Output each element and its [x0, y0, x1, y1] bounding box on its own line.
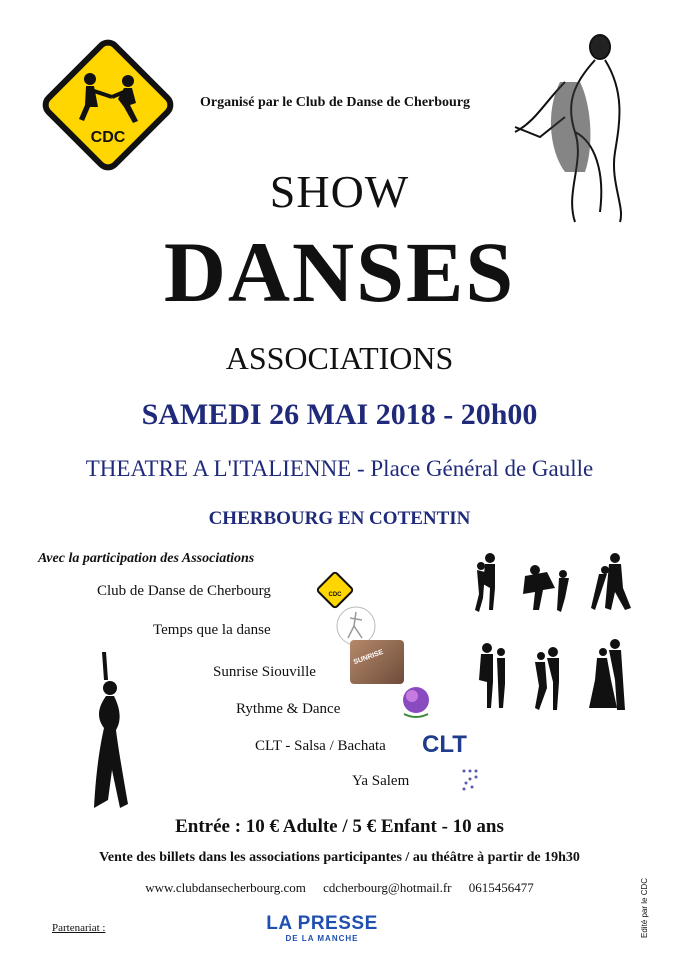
association-name: Ya Salem: [352, 773, 410, 789]
cdc-logo: [40, 37, 176, 173]
title-associations: ASSOCIATIONS: [225, 340, 454, 376]
contact-line: [0, 880, 679, 896]
event-city: CHERBOURG EN COTENTIN: [208, 508, 471, 529]
cdc-logo-text: CDC: [90, 129, 126, 146]
association-logo-yasalem: [458, 765, 486, 793]
association-logo-text: CLT: [422, 731, 467, 758]
dancing-couples-silhouettes: [465, 548, 645, 718]
website-link[interactable]: www.clubdansecherbourg.com: [145, 880, 306, 895]
email-link[interactable]: cdcherbourg@hotmail.fr: [323, 880, 452, 895]
edited-by-note-wrapper: [640, 878, 658, 948]
association-name: Sunrise Siouville: [213, 664, 316, 680]
dancing-couple-icon: [40, 37, 176, 173]
participation-heading: Avec la participation des Associations: [38, 551, 255, 566]
association-logo-text: SUNRISE: [352, 648, 385, 667]
partner-logo: [262, 914, 382, 943]
title-show: SHOW: [269, 166, 410, 217]
association-logo-clt: [420, 727, 466, 761]
event-date: SAMEDI 26 MAI 2018 - 20h00: [141, 398, 538, 431]
association-name: Temps que la danse: [153, 622, 271, 638]
partner-name: LA PRESSE: [266, 913, 378, 934]
association-name: Rythme & Dance: [236, 701, 341, 717]
entry-prices: Entrée : 10 € Adulte / 5 € Enfant - 10 ans: [175, 816, 504, 837]
partner-label: Partenariat :: [52, 922, 106, 934]
phone-number: 0615456477: [468, 880, 534, 895]
association-logo-text: CDC: [328, 592, 342, 598]
title-danses: DANSES: [163, 224, 516, 320]
belly-dancer-silhouette: [78, 650, 138, 810]
edited-by-note: Edité par le CDC: [640, 877, 649, 938]
organizer-text: Organisé par le Club de Danse de Cherbourg: [200, 95, 471, 110]
ticket-sales-info: Vente des billets dans les associations participantes / au théâtre à partir de 19h30: [99, 850, 580, 865]
association-logo-sunrise: [350, 640, 404, 684]
association-name: CLT - Salsa / Bachata: [255, 738, 386, 754]
association-name: Club de Danse de Cherbourg: [97, 583, 271, 599]
globe-logo-icon: [398, 684, 434, 720]
dotted-logo-icon: [458, 765, 486, 793]
partner-subname: DE LA MANCHE: [285, 934, 359, 943]
event-venue: THEATRE A L'ITALIENNE - Place Général de Gaulle: [85, 456, 594, 481]
association-logo-rythme: [398, 684, 434, 720]
